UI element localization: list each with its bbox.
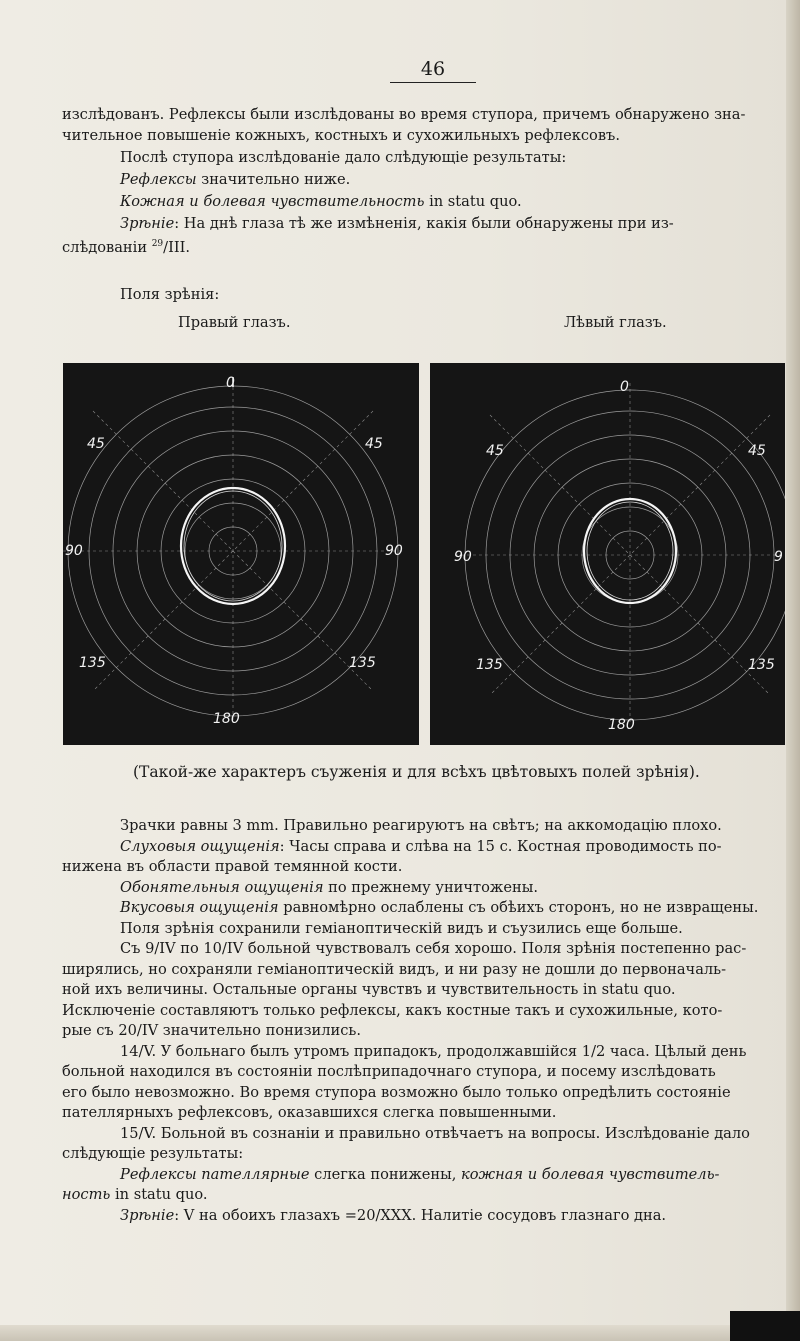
body-line-text: слегка понижены, [309, 1165, 462, 1183]
left-eye-label: Лѣвый глазъ. [564, 314, 667, 331]
body-line [120, 918, 683, 940]
body-line-italic: ность [62, 1186, 111, 1203]
vision-sup: 29 [151, 239, 164, 249]
body-line [120, 815, 722, 837]
left-eye-field-chart [430, 363, 785, 745]
body-line-text: Зрачки равны 3 mm. Правильно реагируютъ на свѣтъ; на аккомодацію плохо. [120, 817, 722, 834]
body-line-italic: Слуховыя ощущенія [120, 837, 280, 855]
body-line [62, 1061, 716, 1083]
body-line-italic: кожная и болевая чувствитель- [461, 1165, 720, 1183]
body-line [62, 959, 726, 981]
body-line [120, 836, 722, 858]
body-line-text: : Часы справа и слѣва на 15 с. Костная проводимость по- [279, 837, 722, 855]
body-line [120, 1164, 719, 1186]
body-line [62, 1184, 208, 1206]
reflexes-line [120, 169, 350, 191]
left-eye-field-svg [430, 363, 785, 745]
body-line-text: 14/V. У больнаго былъ утромъ припадокъ, продолжавшійся 1/2 часа. Цѣлый день [120, 1042, 747, 1060]
body-line-text: равномѣрно ослаблены съ обѣихъ сторонъ, но не извращены. [278, 899, 759, 916]
body-line-text: Поля зрѣнія сохранили геміаноптическій видъ и съузились еще больше. [120, 919, 683, 937]
rf-label-lower-right: 135 [349, 655, 376, 671]
paragraph-line-2: чительное повышеніе кожныхъ, костныхъ и сухожильныхъ рефлексовъ. [62, 127, 620, 144]
body-line [62, 1143, 243, 1165]
body-line-text: 15/V. Больной въ сознаніи и правильно отвѣчаетъ на вопросы. Изслѣдованіе дало [120, 1124, 750, 1142]
paragraph-line-1: изслѣдованъ. Рефлексы были изслѣдованы во время ступора, причемъ обнаружено зна- [62, 106, 746, 123]
body-line-text: Исключеніе составляютъ только рефлексы, какъ костные такъ и сухожильные, кото- [62, 1001, 723, 1019]
vision-text-2b: /III. [163, 239, 191, 256]
body-line [62, 1082, 731, 1104]
body-line [62, 1000, 722, 1022]
body-line [62, 856, 402, 878]
rf-label-left: 90 [65, 543, 83, 559]
rf-label-upper-right: 45 [365, 436, 383, 452]
lf-label-bottom: 180 [608, 717, 635, 733]
lf-label-upper-left: 45 [486, 443, 504, 459]
body-line [62, 1102, 556, 1124]
rf-label-upper-left: 45 [87, 436, 105, 452]
body-line [120, 877, 538, 899]
body-line-text: Съ 9/IV по 10/IV больной чувствовалъ себя хорошо. Поля зрѣнія постепенно рас- [120, 940, 747, 957]
body-line [62, 979, 676, 1001]
rf-label-bottom: 180 [213, 711, 240, 727]
page-number: 46 [420, 58, 446, 80]
scan-corner [730, 1311, 800, 1341]
fields-heading: Поля зрѣнія: [120, 286, 220, 303]
rf-label-top: 0 [226, 375, 235, 391]
body-line-text: ной ихъ величины. Остальные органы чувствъ и чувствительность in statu quo. [62, 981, 676, 998]
body-line-italic: Обонятельныя ощущенія [120, 878, 324, 896]
page-edge-right [786, 0, 800, 1341]
body-line [62, 1020, 361, 1042]
page-edge-bottom [0, 1325, 800, 1341]
body-line [120, 1123, 750, 1145]
lf-label-left: 90 [454, 549, 472, 565]
skin-line [120, 191, 522, 213]
reflexes-label: Рефлексы [120, 171, 197, 188]
body-line [120, 938, 746, 960]
body-line-italic: Рефлексы пателлярные [120, 1165, 310, 1183]
right-eye-field-svg [63, 363, 419, 745]
body-line-italic: Зрѣніе [120, 1206, 175, 1224]
body-line-text: ширялись, но сохраняли геміаноптическій видъ, и ни разу не дошли до первоначаль- [62, 960, 727, 978]
right-eye-field-chart [63, 363, 419, 745]
vision-text: : На днѣ глаза тѣ же измѣненія, какія были обнаружены при из- [174, 215, 674, 232]
rf-label-lower-left: 135 [79, 655, 106, 671]
body-line-text: пателлярныхъ рефлексовъ, оказавшихся слегка повышенными. [62, 1104, 557, 1121]
skin-text: in statu quo. [424, 193, 522, 210]
body-line-italic: Вкусовыя ощущенія [120, 899, 279, 916]
lf-label-upper-right: 45 [748, 443, 766, 459]
figure-caption: (Такой-же характеръ съуженія и для всѣхъ цвѣтовыхъ полей зрѣнія). [133, 763, 700, 781]
body-line-text: больной находился въ состояніи послѣприпадочнаго ступора, и посему изслѣдовать [62, 1063, 716, 1080]
after-stupor-line: Послѣ ступора изслѣдованіе дало слѣдующіе результаты: [120, 149, 567, 166]
vision-line-2 [62, 234, 190, 259]
lf-label-side: 9 [774, 549, 783, 565]
body-line-text: по прежнему уничтожены. [323, 878, 538, 896]
body-line-text: : V на обоихъ глазахъ =20/XXX. Налитіе сосудовъ глазнаго дна. [174, 1206, 667, 1224]
lf-label-lower-right: 135 [748, 657, 775, 673]
right-eye-label: Правый глазъ. [178, 314, 291, 331]
body-line [120, 897, 758, 919]
vision-line [120, 213, 674, 235]
body-line-text: in statu quo. [110, 1186, 208, 1203]
vision-label: Зрѣніе [120, 215, 175, 232]
body-line-text: слѣдующіе результаты: [62, 1145, 244, 1162]
body-line [120, 1041, 746, 1063]
page-number-rule [390, 82, 476, 83]
body-line [120, 1205, 666, 1227]
body-line-text: его было невозможно. Во время ступора возможно было только опредѣлить состояніе [62, 1083, 731, 1101]
vision-text-2a: слѣдованіи [62, 239, 152, 256]
body-line-text: нижена въ области правой темянной кости. [62, 858, 403, 875]
reflexes-text: значительно ниже. [196, 171, 351, 188]
lf-label-lower-left: 135 [476, 657, 503, 673]
lf-label-top: 0 [620, 379, 629, 395]
rf-label-right: 90 [385, 543, 403, 559]
skin-label: Кожная и болевая чувствительность [120, 193, 425, 210]
body-line-text: рые съ 20/IV значительно понизились. [62, 1022, 362, 1039]
